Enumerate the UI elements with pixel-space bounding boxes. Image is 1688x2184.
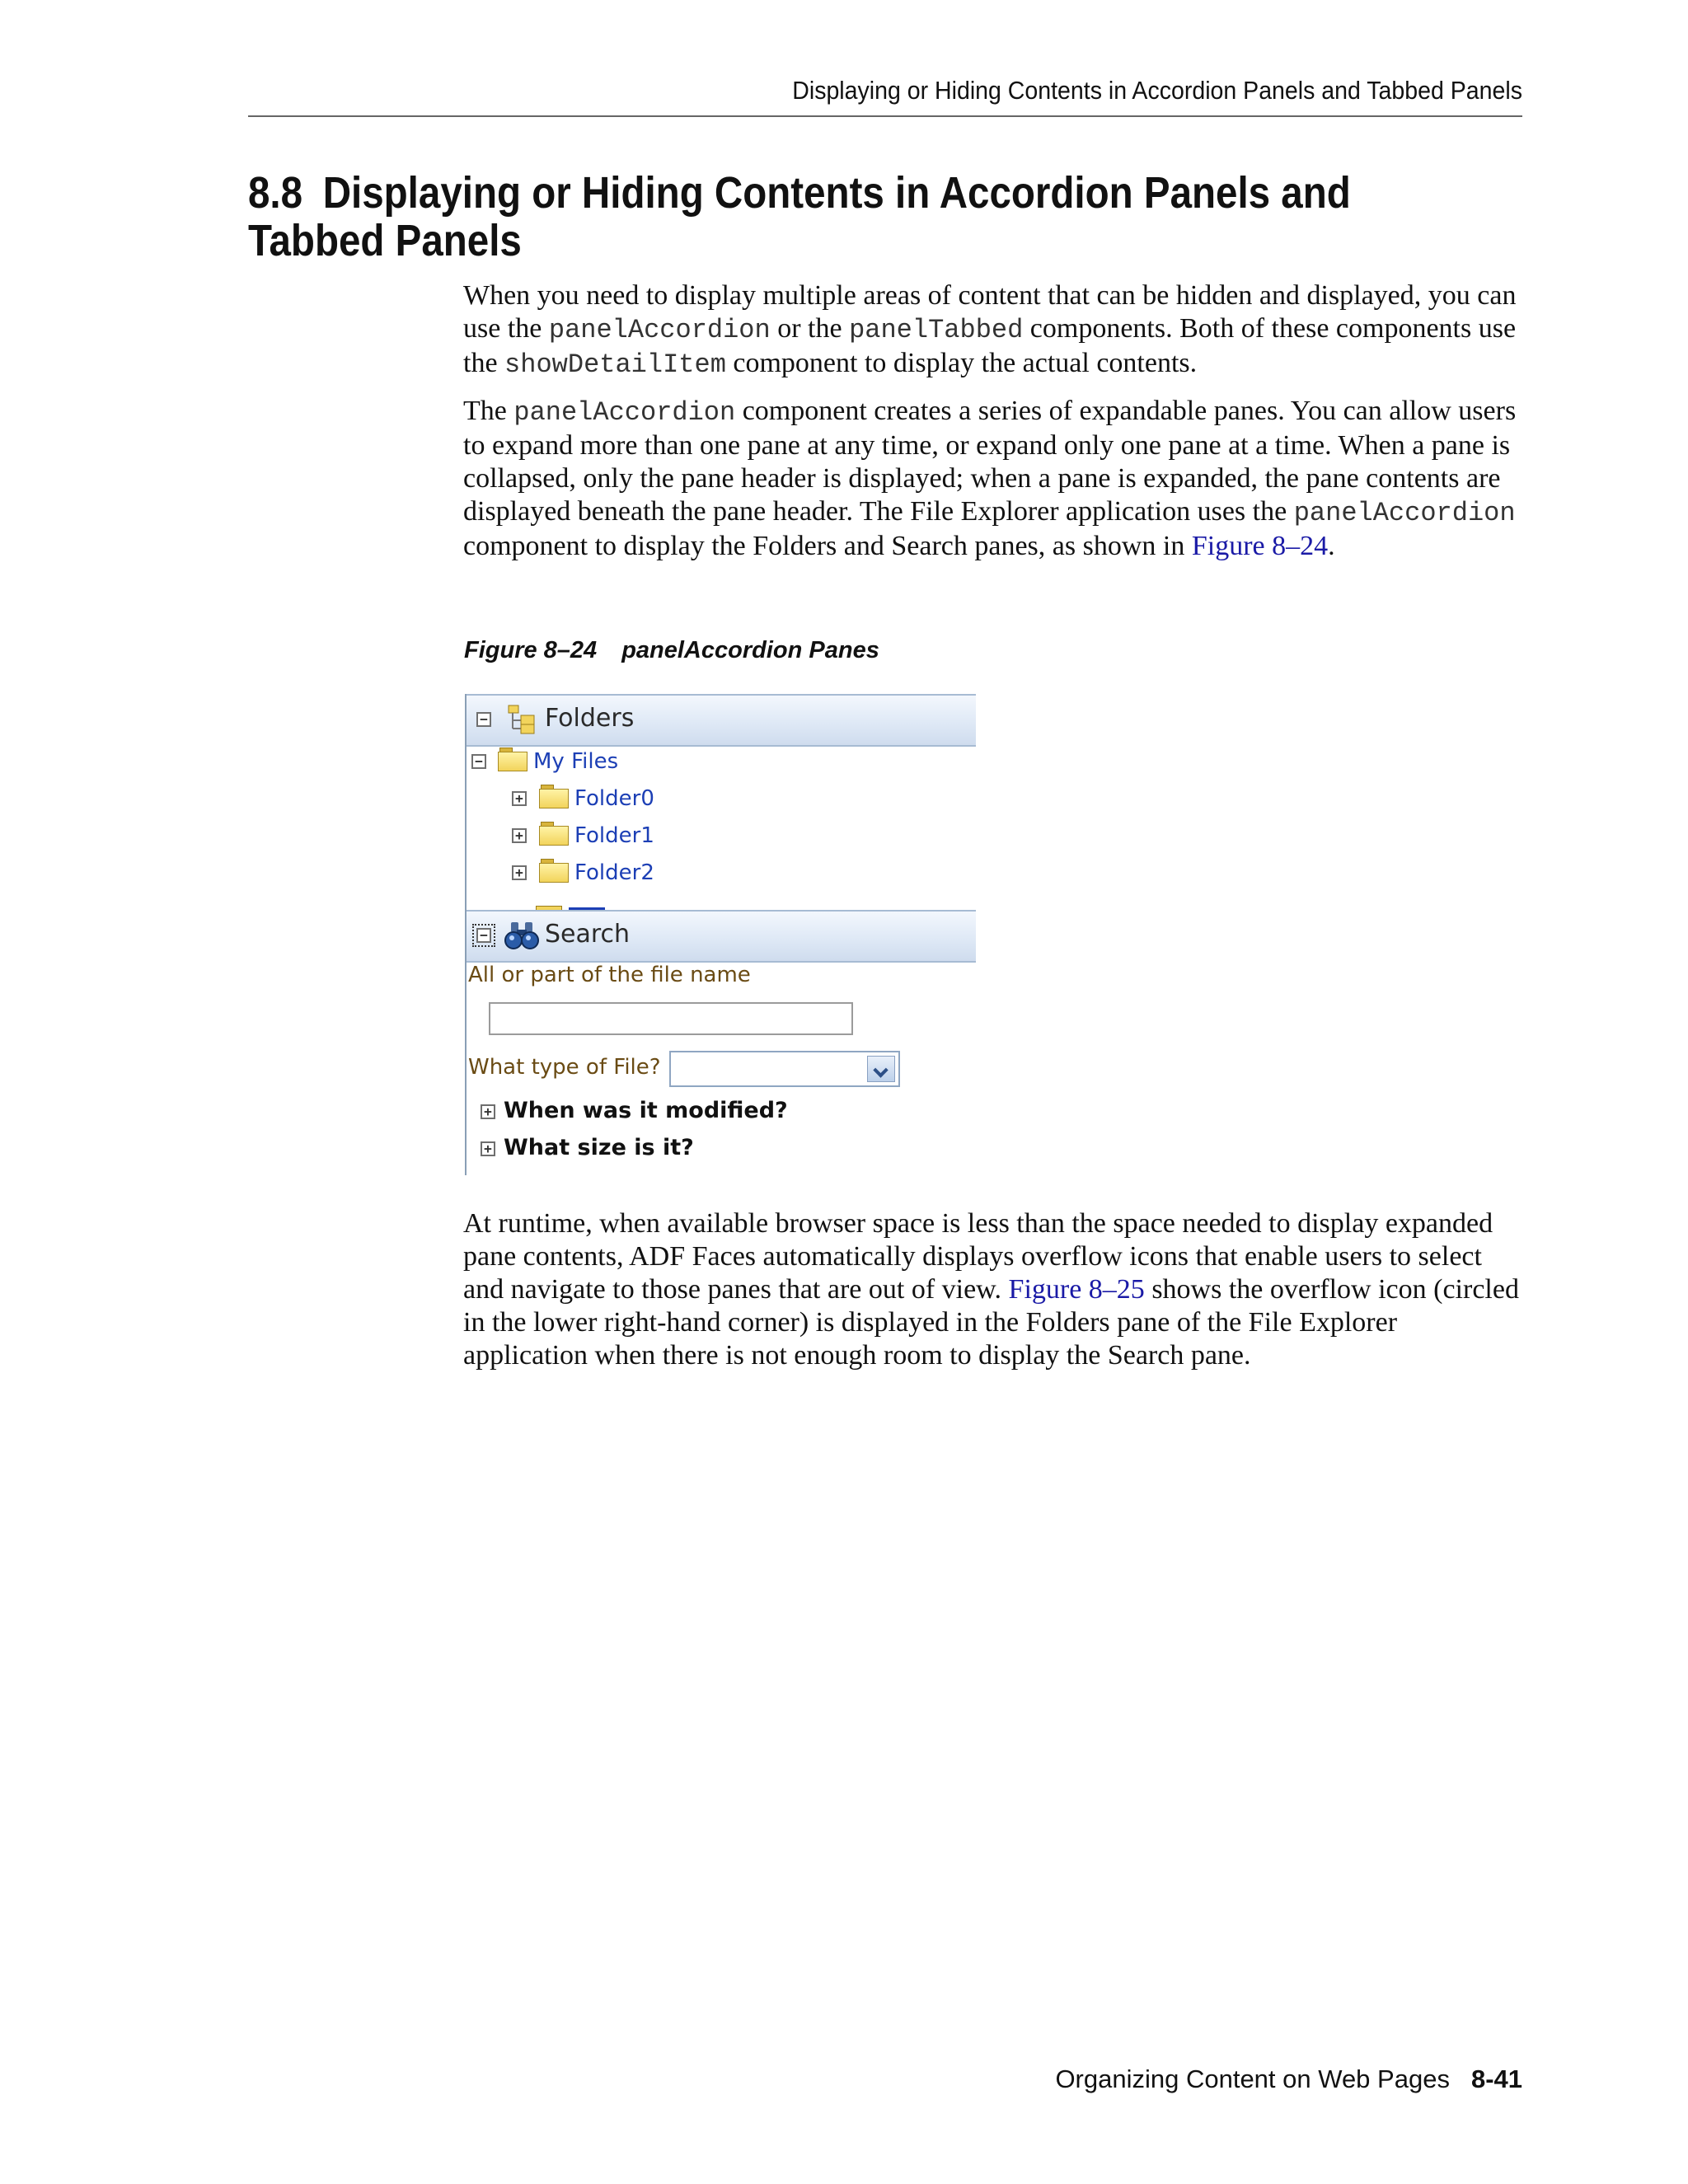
figure-title: panelAccordion Panes bbox=[621, 637, 879, 663]
folders-pane-title: Folders bbox=[545, 704, 635, 733]
disclosure-modified[interactable]: When was it modified? bbox=[504, 1098, 788, 1123]
text-run: The bbox=[463, 396, 514, 426]
tree-expand-icon[interactable]: + bbox=[512, 791, 527, 806]
filetype-select[interactable] bbox=[669, 1051, 900, 1087]
tree-item[interactable]: Folder1 bbox=[574, 823, 654, 848]
text-run: component to display the Folders and Search panes, as shown in bbox=[463, 531, 1192, 561]
filename-label: All or part of the file name bbox=[468, 963, 751, 987]
code-term: panelTabbed bbox=[849, 315, 1024, 345]
text-run: or the bbox=[770, 313, 850, 344]
header-rule bbox=[248, 115, 1522, 117]
page-number: 8-41 bbox=[1470, 2064, 1522, 2093]
binoculars-icon bbox=[504, 920, 539, 951]
code-term: showDetailItem bbox=[504, 349, 726, 380]
figure-link[interactable]: Figure 8–24 bbox=[1191, 531, 1329, 561]
tree-expand-icon[interactable]: + bbox=[512, 865, 527, 880]
folder-icon bbox=[539, 822, 570, 846]
text-run: . bbox=[1328, 531, 1335, 561]
text-run: At runtime, when available browser space is less than the space needed to display expanded pane contents, ADF Faces automatically displays overflow icons that enable users to select and navigate to those panes that are out of view. bbox=[463, 1208, 1493, 1305]
expand-icon[interactable]: + bbox=[481, 1104, 495, 1119]
tree-root-my-files[interactable]: My Files bbox=[533, 749, 619, 774]
tree-collapse-icon[interactable]: − bbox=[471, 754, 486, 769]
accordion-figure bbox=[465, 694, 976, 1175]
figure-link[interactable]: Figure 8–25 bbox=[1008, 1274, 1145, 1305]
text-run: shows the overflow icon (circled in the lower right-hand corner) is displayed in the Folders pane of the File Explorer application when there is not enough room to display the Search pane. bbox=[463, 1274, 1519, 1371]
section-title bbox=[248, 169, 1481, 265]
text-run: component to display the actual contents. bbox=[725, 348, 1198, 378]
section-number: 8.8 bbox=[248, 168, 303, 218]
text-run: component creates a series of expandable panes. You can allow users to expand more than one pane at any time, or expand only one pane at a time. When a pane is collapsed, only the pane header is displayed; when a pane is expanded, the pane contents are displayed beneath the pane header. The File Explorer application uses the bbox=[463, 396, 1517, 527]
text-run: When you need to display multiple areas of content that can be hidden and displayed, you can use the bbox=[463, 280, 1517, 344]
chevron-down-icon[interactable] bbox=[867, 1056, 895, 1082]
tree-item[interactable]: Folder2 bbox=[574, 860, 654, 885]
folder-icon bbox=[498, 748, 529, 772]
collapse-toggle-icon[interactable]: − bbox=[476, 712, 491, 727]
search-pane-title: Search bbox=[545, 920, 631, 949]
footer-chapter: Organizing Content on Web Pages bbox=[1055, 2064, 1450, 2093]
filename-input[interactable] bbox=[489, 1002, 853, 1035]
paragraph-accordion bbox=[463, 395, 1526, 563]
folder-tree-icon bbox=[506, 704, 539, 735]
paragraph-intro bbox=[463, 279, 1526, 382]
tree-item[interactable]: Folder0 bbox=[574, 786, 654, 811]
running-header: Displaying or Hiding Contents in Accordion Panels and Tabbed Panels bbox=[792, 76, 1522, 105]
search-pane-header[interactable] bbox=[467, 910, 976, 963]
disclosure-size[interactable]: What size is it? bbox=[504, 1135, 694, 1160]
tree-expand-icon[interactable]: + bbox=[512, 828, 527, 843]
code-term: panelAccordion bbox=[548, 315, 771, 345]
folder-icon bbox=[539, 859, 570, 883]
filetype-label: What type of File? bbox=[468, 1055, 661, 1080]
section-title-text: Displaying or Hiding Contents in Accordion Panels and Tabbed Panels bbox=[248, 168, 1351, 265]
page-footer bbox=[1055, 2064, 1522, 2094]
code-term: panelAccordion bbox=[1293, 498, 1516, 528]
code-term: panelAccordion bbox=[513, 397, 736, 428]
expand-icon[interactable]: + bbox=[481, 1141, 495, 1156]
figure-caption bbox=[464, 637, 879, 664]
paragraph-runtime bbox=[463, 1207, 1526, 1372]
text-run: components. Both of these components use the bbox=[463, 313, 1517, 378]
folder-icon bbox=[539, 785, 570, 809]
folders-pane-header[interactable] bbox=[467, 694, 976, 747]
figure-label: Figure 8–24 bbox=[464, 637, 598, 663]
collapse-toggle-icon[interactable]: − bbox=[476, 928, 491, 943]
